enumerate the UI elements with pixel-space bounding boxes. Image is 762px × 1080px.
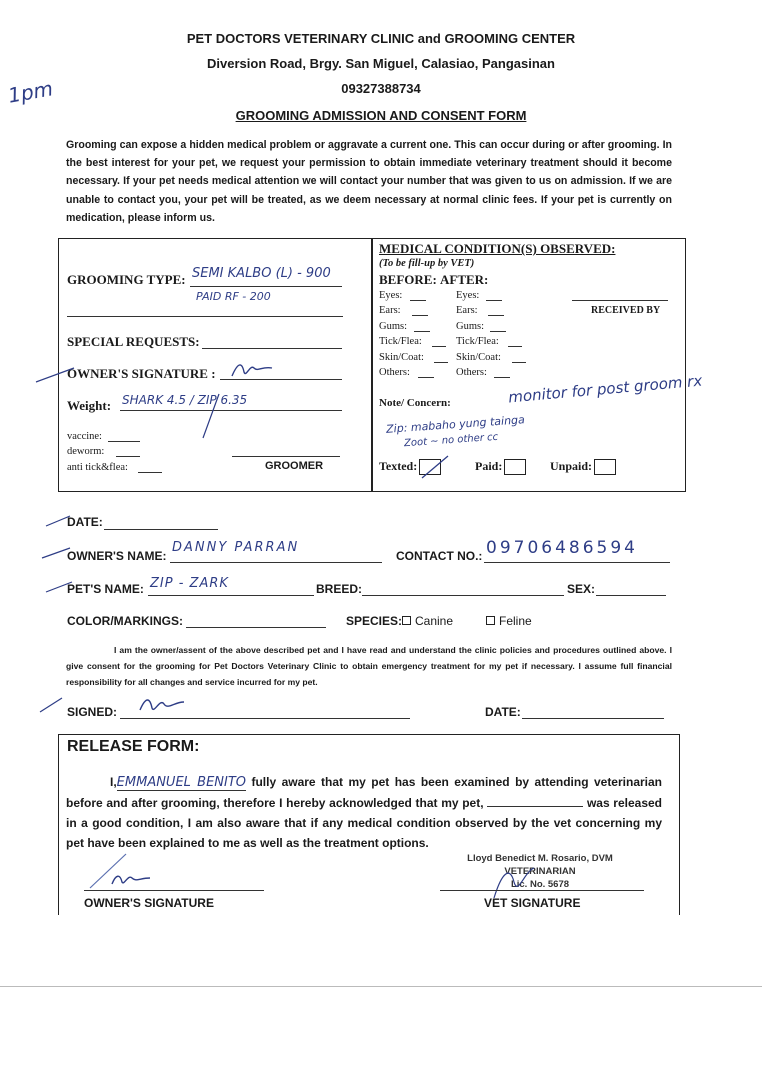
canine-text: Canine xyxy=(415,614,454,628)
note-value-3[interactable]: Zoot ~ no other cc xyxy=(403,431,499,450)
release-prefix: I, xyxy=(110,775,117,789)
signed-check-mark xyxy=(36,694,66,716)
texted-text: Texted: xyxy=(379,459,418,473)
species-label: SPECIES: xyxy=(346,614,403,628)
unpaid-checkbox[interactable] xyxy=(594,459,616,475)
after-eyes-line[interactable] xyxy=(486,300,502,301)
signed-label: SIGNED: xyxy=(67,705,118,719)
grooming-type-value-2[interactable]: PAID RF - 200 xyxy=(196,290,271,303)
pet-name-label: PET'S NAME: xyxy=(67,582,144,596)
vet-stamp xyxy=(440,852,640,891)
unpaid-text: Unpaid: xyxy=(550,459,593,473)
feline-checkbox[interactable] xyxy=(486,616,495,625)
paid-label xyxy=(475,459,526,475)
before-skincoat-line[interactable] xyxy=(434,362,448,363)
grooming-type-label: GROOMING TYPE: xyxy=(67,272,186,287)
after-gums: Gums: xyxy=(456,321,485,332)
after-gums-line[interactable] xyxy=(490,331,506,332)
owner-name-check-mark xyxy=(40,544,72,562)
antitick-label: anti tick&flea: xyxy=(67,462,128,473)
vet-stamp-title: VETERINARIAN xyxy=(504,866,576,877)
medical-title: MEDICAL CONDITION(S) OBSERVED: xyxy=(379,241,616,256)
after-tickflea-line[interactable] xyxy=(508,346,522,347)
paid-text: Paid: xyxy=(475,459,503,473)
signed-date-line[interactable] xyxy=(522,718,664,719)
contact-line xyxy=(484,562,670,563)
signed-line[interactable] xyxy=(120,718,410,719)
groomer-line[interactable] xyxy=(232,456,340,457)
groomer-label: GROOMER xyxy=(265,460,324,472)
vaccine-label: vaccine: xyxy=(67,431,102,442)
contact-value[interactable]: 09706486594 xyxy=(486,538,638,558)
color-markings-line[interactable] xyxy=(186,627,326,628)
species-canine-option[interactable] xyxy=(402,614,453,628)
grooming-type-value[interactable]: SEMI KALBO (L) - 900 xyxy=(192,266,331,281)
note-value[interactable]: monitor for post groom rx xyxy=(507,371,703,407)
feline-text: Feline xyxy=(499,614,532,628)
color-markings-label: COLOR/MARKINGS: xyxy=(67,614,183,628)
owner-signature-scribble xyxy=(228,358,276,382)
margin-time-note: 1pm xyxy=(6,76,55,108)
intro-paragraph: Grooming can expose a hidden medical problem or aggravate a current one. This can occur during or after grooming. In the best interest for your pet, we request your permission to obtain immediate veterinary treatment should it become necessary. If your pet needs medical attention we will contact your number that was given to us on admission. If we are unable to contact you, your pet will be treated, as we deem necessary at normal clinic fees. If your pet is currently on medication, please inform us. xyxy=(66,139,672,224)
signed-date-label: DATE: xyxy=(485,705,521,719)
release-owner-signature-scribble xyxy=(86,848,156,892)
after-others-line[interactable] xyxy=(494,377,510,378)
release-pet-name-line[interactable] xyxy=(487,794,583,807)
canine-checkbox[interactable] xyxy=(402,616,411,625)
clinic-name: PET DOCTORS VETERINARY CLINIC and GROOMING CENTER xyxy=(186,31,576,46)
after-label: AFTER: xyxy=(440,272,489,287)
breed-line[interactable] xyxy=(362,595,564,596)
owner-signature-release-label: OWNER'S SIGNATURE xyxy=(84,896,214,910)
before-others: Others: xyxy=(379,367,410,378)
grooming-type-line xyxy=(190,286,342,287)
release-title: RELEASE FORM: xyxy=(67,738,200,755)
date-line[interactable] xyxy=(104,529,218,530)
consent-paragraph: I am the owner/assent of the above described pet and I have read and understand the clinic policies and procedures outlined above. I give consent for the grooming for Pet Doctors Veterinary Clinic to obtain emergency treatment for my pet if necessary. I assume full financial responsibility for all changes and service incurred for my pet. xyxy=(66,645,672,687)
vet-signature-line[interactable] xyxy=(440,890,644,891)
note-value-2[interactable]: Zip: mabaho yung tainga xyxy=(385,413,526,436)
breed-label: BREED: xyxy=(316,582,363,596)
owner-signature-label: OWNER'S SIGNATURE : xyxy=(67,366,216,381)
texted-check-mark xyxy=(420,452,452,482)
after-skincoat-line[interactable] xyxy=(512,362,526,363)
owner-signature-check xyxy=(34,362,78,392)
after-others: Others: xyxy=(456,367,487,378)
received-by-label: RECEIVED BY xyxy=(591,305,661,316)
after-ears: Ears: xyxy=(456,305,478,316)
before-ears: Ears: xyxy=(379,305,401,316)
weight-line xyxy=(120,410,342,411)
sex-line[interactable] xyxy=(596,595,666,596)
vet-stamp-name: Lloyd Benedict M. Rosario, DVM xyxy=(467,853,613,864)
special-requests-label: SPECIAL REQUESTS: xyxy=(67,334,200,349)
before-gums-line[interactable] xyxy=(414,331,430,332)
before-eyes: Eyes: xyxy=(379,290,403,301)
paid-checkbox[interactable] xyxy=(504,459,526,475)
grooming-extra-line xyxy=(67,316,343,317)
medical-subtitle: (To be fill-up by VET) xyxy=(379,258,475,269)
before-skincoat: Skin/Coat: xyxy=(379,352,424,363)
pet-name-line xyxy=(148,595,314,596)
pet-name-check-mark xyxy=(44,578,74,596)
release-name-value[interactable]: EMMANUEL BENITO xyxy=(116,775,247,790)
before-gums: Gums: xyxy=(379,321,408,332)
after-eyes: Eyes: xyxy=(456,290,480,301)
before-tickflea: Tick/Flea: xyxy=(379,336,422,347)
before-tickflea-line[interactable] xyxy=(432,346,446,347)
date-check-mark xyxy=(44,512,72,530)
species-feline-option[interactable] xyxy=(486,614,532,628)
contact-label: CONTACT NO.: xyxy=(396,549,483,563)
weight-value[interactable]: SHARK 4.5 / ZIP 6.35 xyxy=(122,393,248,407)
weight-slash-mark xyxy=(195,392,225,442)
vet-signature-label: VET SIGNATURE xyxy=(484,896,581,910)
vet-stamp-license: Lic. No. 5678 xyxy=(510,879,570,890)
owner-name-value[interactable]: DANNY PARRAN xyxy=(172,540,300,555)
signed-signature-scribble xyxy=(136,694,188,716)
special-requests-line[interactable] xyxy=(202,348,342,349)
release-text-2: was released in a good condition, I am also aware that if any medical condition observed by the vet concerning my pet have been explained to me as well as the treatment options. xyxy=(66,796,663,850)
after-tickflea: Tick/Flea: xyxy=(456,336,499,347)
before-ears-line[interactable] xyxy=(412,315,428,316)
antitick-line[interactable] xyxy=(138,472,162,473)
note-label: Note/ Concern: xyxy=(379,397,451,409)
form-title: GROOMING ADMISSION AND CONSENT FORM xyxy=(235,108,527,123)
weight-label: Weight: xyxy=(67,398,112,413)
after-ears-line[interactable] xyxy=(488,315,504,316)
owner-name-label: OWNER'S NAME: xyxy=(67,549,167,563)
before-others-line[interactable] xyxy=(418,377,434,378)
after-skincoat: Skin/Coat: xyxy=(456,352,501,363)
vaccine-line[interactable] xyxy=(108,441,140,442)
page-bottom-rule xyxy=(0,986,762,987)
before-label: BEFORE: xyxy=(379,272,437,287)
pet-name-value[interactable]: ZIP - ZARK xyxy=(150,576,229,591)
sex-label: SEX: xyxy=(567,582,596,596)
received-by-line[interactable] xyxy=(572,300,668,301)
unpaid-label xyxy=(550,459,616,475)
date-label: DATE: xyxy=(67,515,103,529)
release-paragraph xyxy=(66,772,662,853)
deworm-label: deworm: xyxy=(67,446,105,457)
clinic-phone: 09327388734 xyxy=(341,81,421,96)
clinic-address: Diversion Road, Brgy. San Miguel, Calasiao, Pangasinan xyxy=(207,56,555,71)
before-eyes-line[interactable] xyxy=(410,300,426,301)
deworm-line[interactable] xyxy=(116,456,140,457)
release-text-1: fully aware that my pet has been examined by attending veterinarian before and after grooming, therefore I hereby acknowledged that my pet, xyxy=(66,775,662,810)
owner-name-line xyxy=(170,562,382,563)
